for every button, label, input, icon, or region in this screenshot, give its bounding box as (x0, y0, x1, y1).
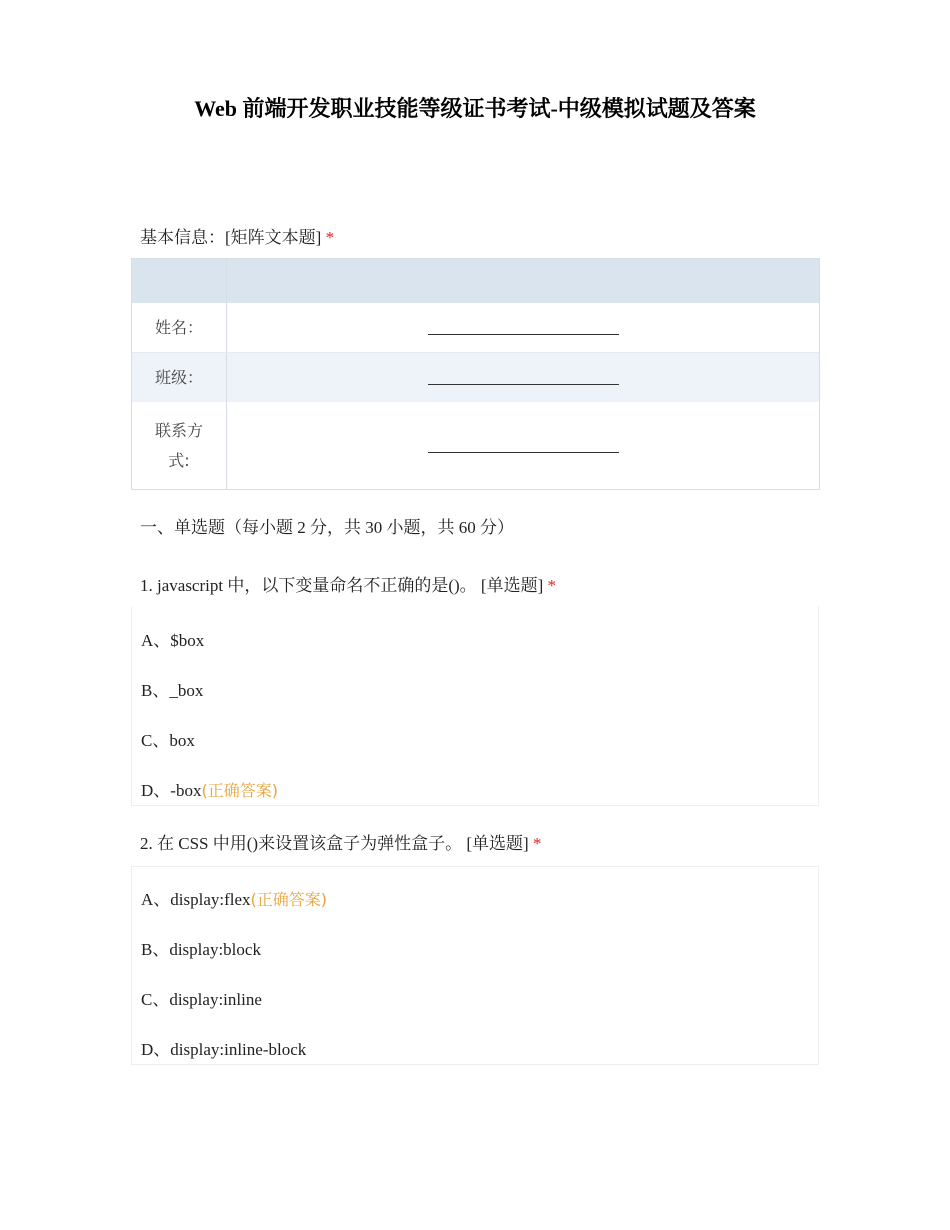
correct-answer-note: (正确答案) (250, 890, 328, 909)
matrix-row-label: 姓名： (132, 303, 227, 352)
name-field[interactable]: ________________________ (428, 318, 618, 336)
required-mark: * (532, 834, 542, 853)
option-c[interactable] (141, 985, 262, 1010)
option-a[interactable] (141, 885, 327, 910)
option-text: D、display:inline-block (141, 1040, 307, 1059)
correct-answer-note: (正确答案) (201, 781, 278, 800)
question-2-options (131, 866, 819, 1065)
option-b[interactable] (141, 935, 261, 960)
basic-info-label (140, 223, 334, 248)
class-field[interactable]: ________________________ (428, 368, 618, 386)
basic-info-label-text: 基本信息：[矩阵文本题] (140, 228, 326, 247)
question-1-text (140, 571, 556, 596)
option-text: A、display:flex (141, 890, 251, 909)
option-text: D、-box (141, 781, 202, 800)
required-mark: * (547, 576, 556, 595)
contact-field[interactable]: ________________________ (428, 436, 618, 454)
question-1-options (131, 606, 819, 806)
matrix-header-label-cell (132, 259, 227, 303)
option-text: A、$box (141, 631, 205, 650)
option-c[interactable] (141, 726, 195, 751)
page-title: Web 前端开发职业技能等级证书考试-中级模拟试题及答案 (194, 96, 756, 121)
option-a[interactable] (141, 626, 204, 651)
matrix-header-input-cell (227, 259, 819, 303)
option-text: C、display:inline (141, 990, 262, 1009)
option-d[interactable] (141, 1035, 306, 1060)
matrix-row-class (132, 353, 819, 402)
option-text: B、_box (141, 681, 204, 700)
basic-info-matrix (131, 258, 820, 490)
option-text: C、box (141, 731, 195, 750)
option-text: B、display:block (141, 940, 261, 959)
option-d[interactable] (141, 776, 278, 801)
question-text: 1. javascript 中，以下变量命名不正确的是()。 [单选题] (140, 576, 548, 595)
matrix-row-label: 联系方式: (132, 402, 227, 489)
section-heading: 一、单选题（每小题 2 分，共 30 小题，共 60 分） (140, 518, 514, 537)
matrix-header-row (132, 259, 819, 304)
option-b[interactable] (141, 676, 203, 701)
required-mark: * (325, 228, 335, 247)
matrix-row-contact (132, 402, 819, 489)
matrix-row-name (132, 303, 819, 353)
matrix-row-label: 班级： (132, 353, 227, 402)
question-text: 2. 在 CSS 中用()来设置该盒子为弹性盒子。 [单选题] (140, 834, 533, 853)
question-2-text (140, 829, 541, 854)
